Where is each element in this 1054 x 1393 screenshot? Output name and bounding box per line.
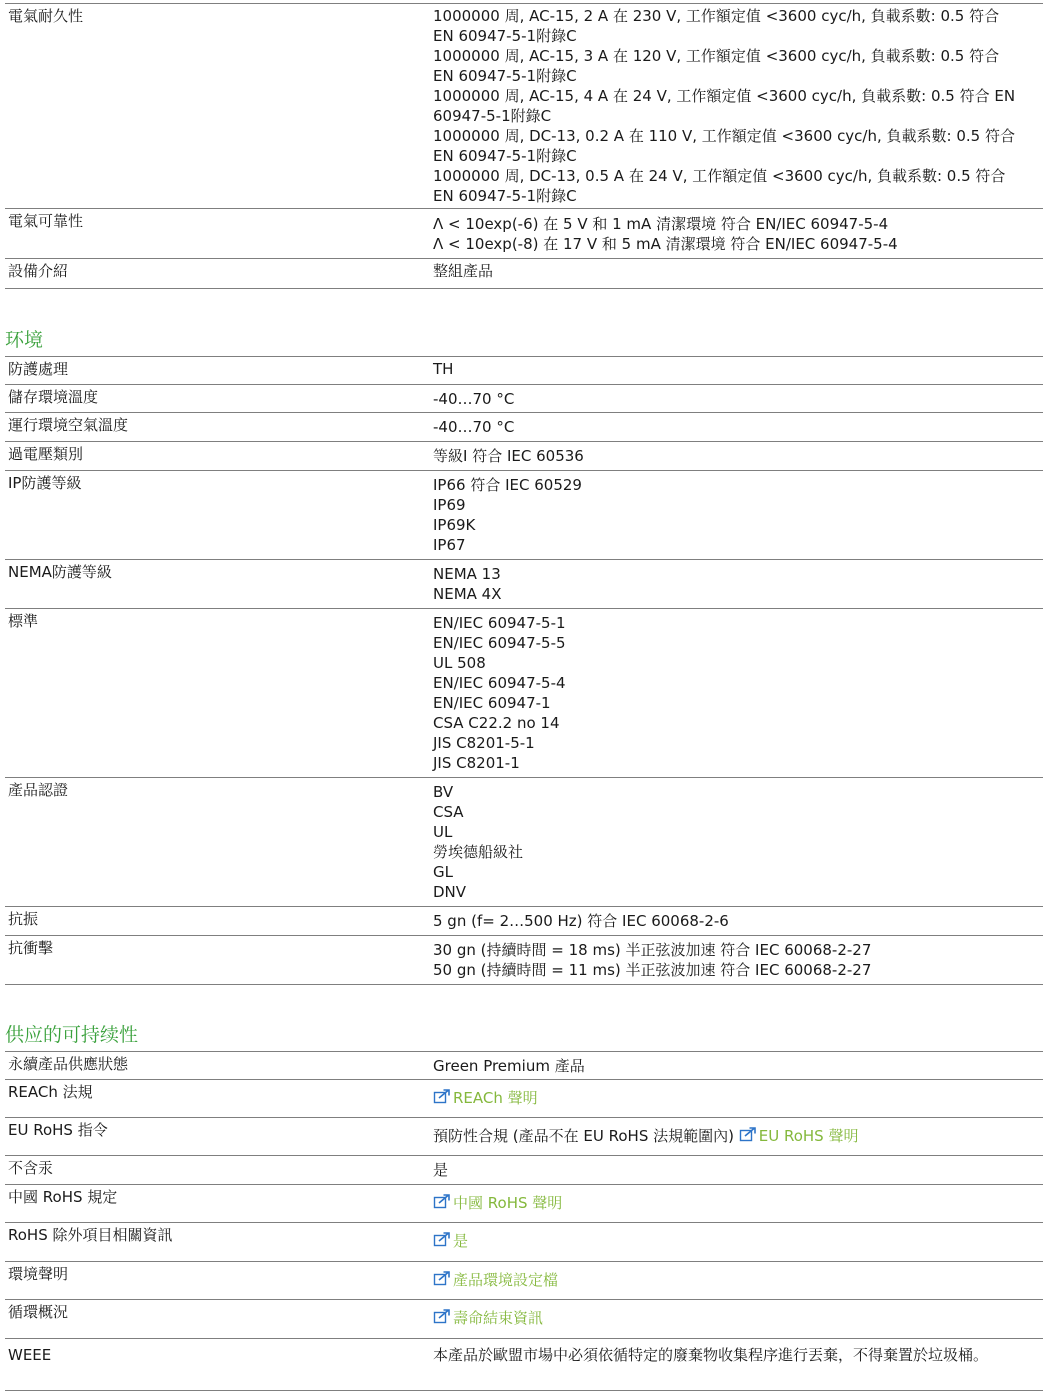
spec-label: 電氣可靠性 [8, 212, 84, 230]
spec-label: 過電壓類別 [8, 445, 84, 463]
spec-label: EU RoHS 指令 [8, 1121, 108, 1139]
spec-value-line: 本產品於歐盟市場中必須依循特定的廢棄物收集程序進行丟棄，不得棄置於垃圾桶。 [433, 1346, 989, 1364]
spec-value-line: TH [433, 360, 454, 378]
link-text: REACh 聲明 [453, 1089, 538, 1107]
spec-value-line: EN 60947-5-1附錄C [433, 187, 577, 205]
spec-value-line: EN/IEC 60947-5-4 [433, 674, 566, 692]
external-link-icon [433, 1193, 452, 1209]
spec-value-line: NEMA 13 [433, 565, 501, 583]
spec-row-vibration-resistance [5, 907, 1043, 936]
spec-value-line: EN/IEC 60947-5-5 [433, 634, 566, 652]
external-link-icon [433, 1088, 452, 1104]
spec-value-line: JIS C8201-5-1 [433, 734, 535, 752]
spec-value [433, 1193, 1038, 1213]
spec-value [433, 6, 1038, 206]
spec-row-reach-regulation [5, 1080, 1043, 1118]
spec-label: 電氣耐久性 [8, 7, 84, 25]
spec-value-line: BV [433, 783, 454, 801]
spec-label: 抗振 [8, 910, 39, 928]
spec-row-overvoltage-category [5, 442, 1043, 471]
spec-value-line: EN/IEC 60947-1 [433, 694, 551, 712]
spec-value [433, 261, 1038, 281]
spec-row-rohs-exemption-info [5, 1223, 1043, 1262]
spec-label: 運行環境空氣溫度 [8, 416, 129, 434]
spec-value-line: Λ < 10exp(-6) 在 5 V 和 1 mA 清潔環境 符合 EN/IEC 60947-5-4 [433, 215, 889, 233]
spec-row-protective-treatment [5, 356, 1043, 385]
spec-value [433, 1088, 1038, 1108]
spec-value-line: -40…70 °C [433, 418, 515, 436]
spec-value-line: EN 60947-5-1附錄C [433, 67, 577, 85]
spec-value-line: 整組產品 [433, 262, 494, 280]
spec-value-line: EN 60947-5-1附錄C [433, 147, 577, 165]
china-rohs-declaration-link[interactable] [433, 1194, 562, 1212]
spec-value [433, 1308, 1038, 1328]
spec-value-line: Green Premium 產品 [433, 1057, 585, 1075]
spec-value-line: EN/IEC 60947-5-1 [433, 614, 566, 632]
spec-label: NEMA防護等級 [8, 563, 112, 581]
spec-value [433, 613, 1038, 773]
spec-value-line: 1000000 周, DC-13, 0.5 A 在 24 V, 工作額定值 <3600 cyc/h, 負載系數: 0.5 符合 [433, 167, 1006, 185]
spec-value-line: IP69K [433, 516, 476, 534]
spec-value-line: 1000000 周, DC-13, 0.2 A 在 110 V, 工作額定值 <3600 cyc/h, 負載系數: 0.5 符合 [433, 127, 1015, 145]
spec-row-mercury-free [5, 1156, 1043, 1185]
spec-label: REACh 法規 [8, 1083, 93, 1101]
spec-label: 抗衝擊 [8, 939, 54, 957]
spec-value [433, 214, 1038, 254]
spec-value-line: NEMA 4X [433, 585, 502, 603]
spec-value [433, 564, 1038, 604]
spec-value-line: IP69 [433, 496, 466, 514]
spec-row-weee [5, 1339, 1043, 1391]
spec-value-line: EN 60947-5-1附錄C [433, 27, 577, 45]
link-text: 產品環境設定檔 [453, 1271, 559, 1289]
spec-value-line: 1000000 周, AC-15, 4 A 在 24 V, 工作額定值 <3600 cyc/h, 負載系數: 0.5 符合 EN [433, 87, 1016, 105]
spec-label: 產品認證 [8, 781, 69, 799]
spec-row-standards [5, 609, 1043, 778]
spec-value [433, 940, 1038, 980]
spec-value-line: 50 gn (持續時間 = 11 ms) 半正弦波加速 符合 IEC 60068-2-27 [433, 961, 872, 979]
spec-label: 防護處理 [8, 360, 69, 378]
spec-row-storage-temperature [5, 385, 1043, 413]
spec-value-line: 1000000 周, AC-15, 2 A 在 230 V, 工作額定值 <3600 cyc/h, 負載系數: 0.5 符合 [433, 7, 1000, 25]
spec-label: 不含汞 [8, 1159, 54, 1177]
link-text: EU RoHS 聲明 [758, 1127, 859, 1145]
spec-value-line: 勞埃德船級社 [433, 843, 524, 861]
spec-row-electrical-reliability [5, 209, 1043, 259]
spec-value-line: GL [433, 863, 453, 881]
spec-value [433, 1231, 1038, 1251]
spec-value-line: 30 gn (持續時間 = 18 ms) 半正弦波加速 符合 IEC 60068-2-27 [433, 941, 872, 959]
spec-value-line: 是 [433, 1161, 449, 1179]
spec-label: 中國 RoHS 規定 [8, 1188, 118, 1206]
spec-label: RoHS 除外項目相關資訊 [8, 1226, 173, 1244]
spec-value-line: CSA [433, 803, 464, 821]
rohs-compliance-text: 預防性合規 (產品不在 EU RoHS 法規範圍內) [433, 1127, 734, 1145]
spec-value-line: 等級I 符合 IEC 60536 [433, 447, 584, 465]
spec-row-shock-resistance [5, 936, 1043, 985]
spec-value-line: 1000000 周, AC-15, 3 A 在 120 V, 工作額定值 <3600 cyc/h, 負載系數: 0.5 符合 [433, 47, 1000, 65]
spec-row-operating-temperature [5, 413, 1043, 442]
spec-label: 環境聲明 [8, 1265, 69, 1283]
spec-value [433, 782, 1038, 902]
spec-label: 標準 [8, 612, 39, 630]
spec-value-line: -40…70 °C [433, 390, 515, 408]
eu-rohs-declaration-link[interactable] [739, 1127, 859, 1145]
link-text: 中國 RoHS 聲明 [453, 1194, 563, 1212]
rohs-exemption-link[interactable] [433, 1232, 468, 1250]
spec-value [433, 389, 1038, 409]
spec-row-certifications [5, 778, 1043, 907]
spec-label: 永續產品供應狀態 [8, 1055, 129, 1073]
spec-row-nema-rating [5, 560, 1043, 609]
spec-value [433, 911, 1038, 931]
spec-value-line: UL 508 [433, 654, 486, 672]
spec-value [433, 1160, 1038, 1180]
external-link-icon [433, 1270, 452, 1286]
spec-value-line: CSA C22.2 no 14 [433, 714, 560, 732]
spec-value [433, 1270, 1038, 1290]
external-link-icon [739, 1126, 758, 1142]
product-environmental-profile-link[interactable] [433, 1271, 558, 1289]
spec-label: IP防護等級 [8, 474, 82, 492]
spec-row-environmental-disclosure [5, 1262, 1043, 1300]
spec-row-circularity-profile [5, 1300, 1043, 1339]
section-title-environment: 环境 [5, 329, 44, 351]
spec-row-sustainable-offer-status [5, 1051, 1043, 1080]
spec-value-line: Λ < 10exp(-8) 在 17 V 和 5 mA 清潔環境 符合 EN/IEC 60947-5-4 [433, 235, 898, 253]
spec-row-china-rohs [5, 1185, 1043, 1223]
external-link-icon [433, 1231, 452, 1247]
spec-value-line: 60947-5-1附錄C [433, 107, 552, 125]
spec-label: 儲存環境溫度 [8, 388, 99, 406]
spec-row-device-presentation [5, 259, 1043, 289]
external-link-icon [433, 1308, 452, 1324]
spec-value [433, 446, 1038, 466]
spec-label: 設備介紹 [8, 262, 69, 280]
link-text: 是 [453, 1232, 469, 1250]
spec-label: WEEE [8, 1346, 52, 1364]
link-text: 壽命結束資訊 [453, 1309, 544, 1327]
spec-row-electrical-durability [5, 3, 1043, 209]
end-of-life-info-link[interactable] [433, 1309, 543, 1327]
spec-value-line: UL [433, 823, 453, 841]
spec-value-line: IP66 符合 IEC 60529 [433, 476, 582, 494]
spec-value-line: IP67 [433, 536, 466, 554]
spec-row-ip-rating [5, 471, 1043, 560]
spec-value-line: DNV [433, 883, 467, 901]
spec-label: 循環概況 [8, 1303, 69, 1321]
spec-value [433, 417, 1038, 437]
spec-value-line: JIS C8201-1 [433, 754, 520, 772]
spec-value [433, 1056, 1038, 1076]
spec-value [433, 1126, 1038, 1146]
reach-declaration-link[interactable] [433, 1089, 538, 1107]
spec-value-line: 5 gn (f= 2…500 Hz) 符合 IEC 60068-2-6 [433, 912, 729, 930]
spec-value [433, 1345, 1023, 1365]
spec-value [433, 359, 1038, 379]
spec-row-eu-rohs-directive [5, 1118, 1043, 1156]
spec-value [433, 475, 1038, 555]
section-title-sustainability: 供应的可持续性 [5, 1024, 139, 1046]
